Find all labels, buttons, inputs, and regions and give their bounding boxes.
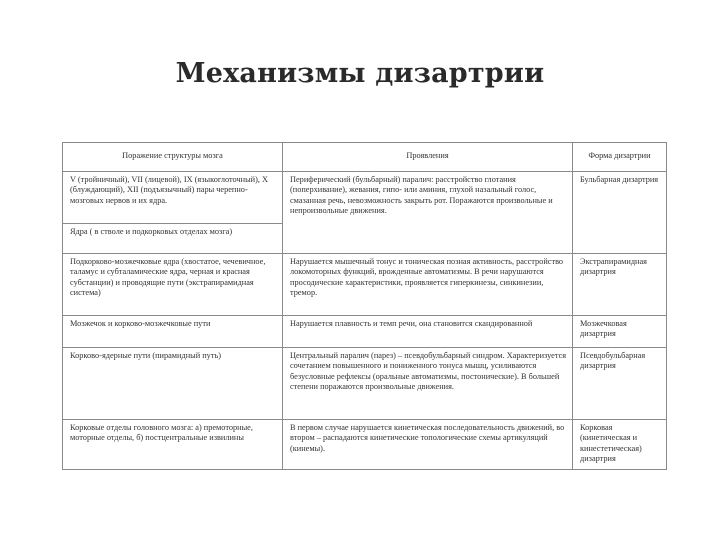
- table-row: [63, 171, 667, 223]
- form-cell: Мозжечковая дизартрия: [573, 315, 667, 347]
- form-cell: Корковая (кинетическая и кинестетическая) дизартрия: [573, 419, 667, 469]
- header-form: Форма дизартрии: [573, 143, 667, 172]
- header-manifestation: Проявления: [283, 143, 573, 172]
- header-structure: Поражение структуры мозга: [63, 143, 283, 172]
- table-row: [63, 315, 667, 347]
- manifestation-cell: Центральный паралич (парез) – псевдобульбарный синдром. Характеризуется сочетанием повышенного и пониженного тонуса мышц, усиливаются безусловные рефлексы (оральные автоматизмы, постонические). В большей степени поражаются произвольные движения.: [283, 347, 573, 419]
- structure-cell: V (тройничный), VII (лицевой), IX (языкоглоточный), X (блуждающий), XII (подъязычный) пары черепно-мозговых нервов и их ядра.: [63, 171, 283, 223]
- manifestation-cell: В первом случае нарушается кинетическая последовательность движений, во втором – распадаются кинетические топологические схемы артикуляций (кинемы).: [283, 419, 573, 469]
- manifestation-cell: Периферический (бульбарный) паралич: расстройство глотания (поперхивание), жевания, гипо- или аминия, глухой назальный голос, смазанная речь, невозможность закрыть рот. Поражаются произвольные и непроизвольные движения.: [283, 171, 573, 253]
- table-row: [63, 419, 667, 469]
- structure-cell: Подкорково-мозжечковые ядра (хвостатое, чечевичное, таламус и субталамические ядра, черная и красная субстанции) и проводящие пути (экстрапирамидная система): [63, 253, 283, 315]
- page-title: Механизмы дизартрии: [175, 58, 545, 89]
- form-cell: Бульбарная дизартрия: [573, 171, 667, 253]
- table-row: [63, 253, 667, 315]
- table-header-row: [63, 143, 667, 172]
- structure-cell: Корковые отделы головного мозга: а) премоторные, моторные отделы, б) постцентральные извилины: [63, 419, 283, 469]
- structure-cell: Ядра ( в стволе и подкорковых отделах мозга): [63, 223, 283, 253]
- structure-cell: Корково-ядерные пути (пирамидный путь): [63, 347, 283, 419]
- mechanisms-table: [62, 142, 667, 470]
- form-cell: Экстрапирамидная дизартрия: [573, 253, 667, 315]
- manifestation-cell: Нарушается мышечный тонус и тоническая позная активность, расстройство локомоторных функций, врожденные автоматизмы. В речи нарушаются просодические характеристики, проявляется гиперкинезы, синкинезии, тремор.: [283, 253, 573, 315]
- structure-cell: Мозжечок и корково-мозжечковые пути: [63, 315, 283, 347]
- table-row: [63, 347, 667, 419]
- manifestation-cell: Нарушается плавность и темп речи, она становится скандированной: [283, 315, 573, 347]
- form-cell: Псевдобульбарная дизартрия: [573, 347, 667, 419]
